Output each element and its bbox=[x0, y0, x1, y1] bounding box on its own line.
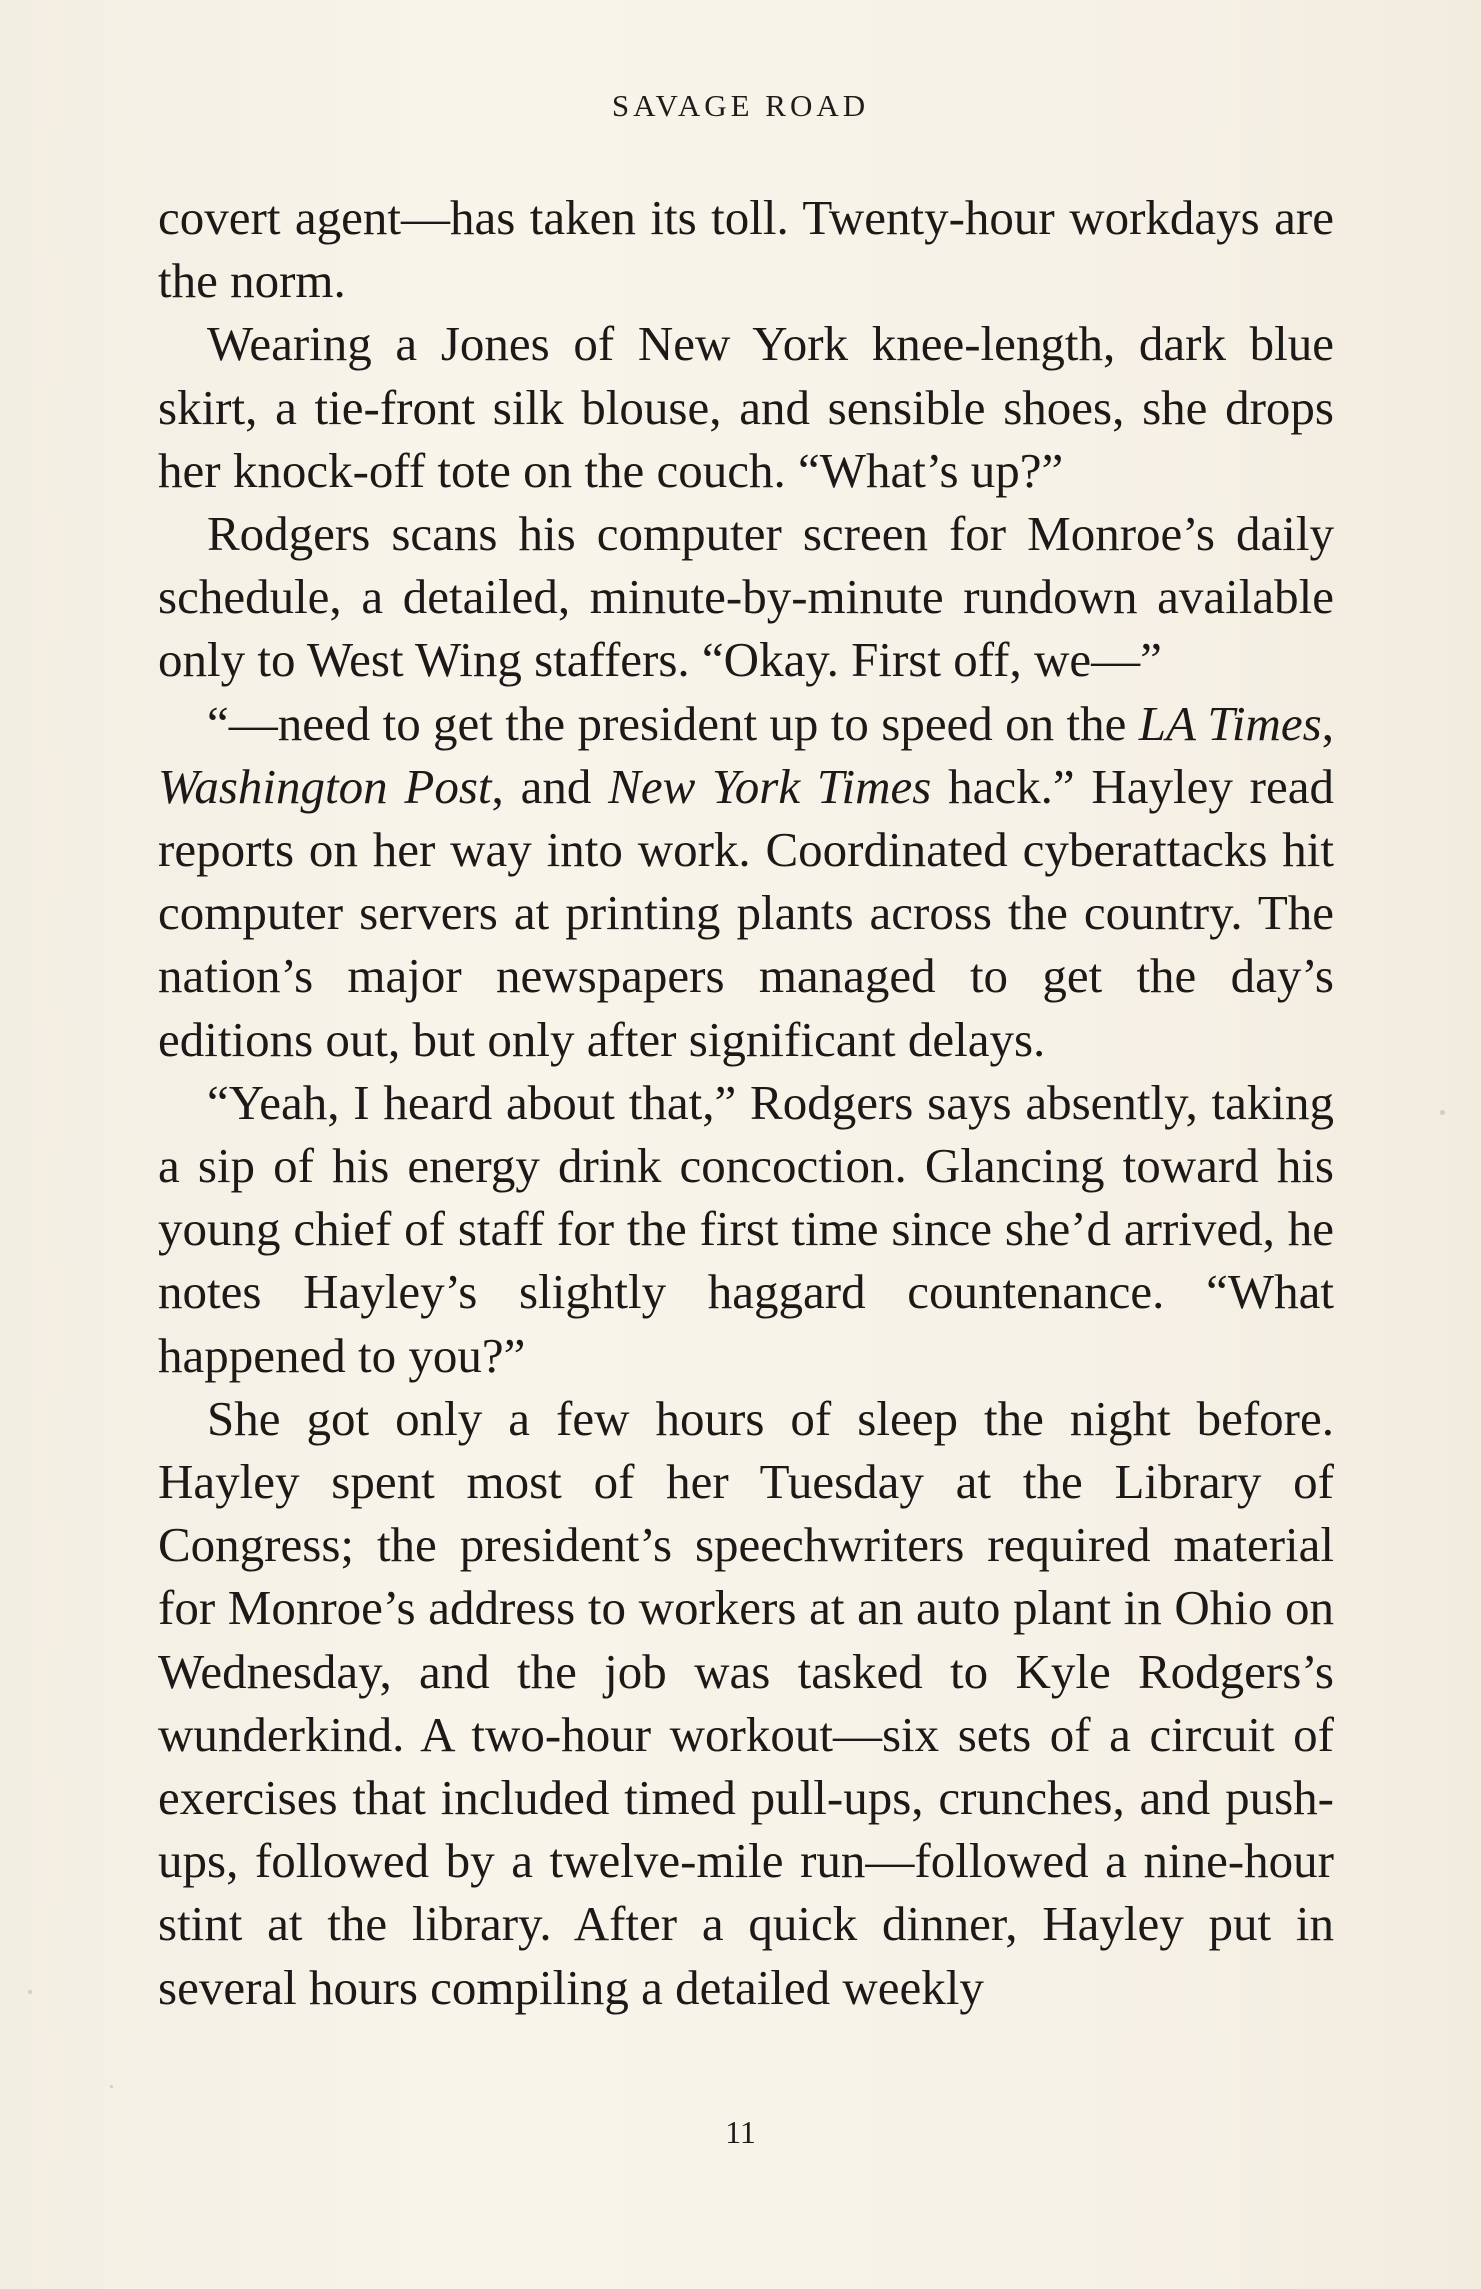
paragraph-4-italic-washington-post: Washington Post bbox=[158, 758, 492, 814]
paragraph-4 bbox=[158, 692, 1334, 1071]
paragraph-4-text-d: hack.” Hayley read reports on her way into work. Coordinated cyberattacks hit computer servers at printing plants across the country. The nation’s major newspapers managed to get the day’s editions out, but only after significant delays. bbox=[158, 758, 1335, 1067]
paragraph-4-text-a: “—need to get the president up to speed on the bbox=[207, 695, 1139, 751]
body-text bbox=[158, 186, 1334, 2019]
paragraph-4-text-b: , bbox=[1321, 695, 1334, 751]
paper-speck bbox=[110, 2085, 113, 2088]
paragraph-4-italic-la-times: LA Times bbox=[1138, 695, 1322, 751]
page-number: 11 bbox=[725, 2114, 756, 2150]
paragraph-6: She got only a few hours of sleep the night before. Hayley spent most of her Tuesday at the Library of Congress; the president’s speechwriters required material for Monroe’s address to workers at an auto plant in Ohio on Wednesday, and the job was tasked to Kyle Rodgers’s wunderkind. A two-hour workout—six sets of a circuit of exercises that included timed pull-ups, crunches, and push-ups, followed by a twelve-mile run—followed a nine-hour stint at the library. After a quick dinner, Hayley put in several hours compiling a detailed weekly bbox=[158, 1390, 1334, 2015]
paragraph-2: Wearing a Jones of New York knee-length, dark blue skirt, a tie-front silk blouse, and sensible shoes, she drops her knock-off tote on the couch. “What’s up?” bbox=[158, 316, 1334, 498]
paragraph-1: covert agent—has taken its toll. Twenty-hour workdays are the norm. bbox=[158, 190, 1334, 309]
paragraph-3: Rodgers scans his computer screen for Monroe’s daily schedule, a detailed, minute-by-minute rundown available only to West Wing staffers. “Okay. First off, we—” bbox=[158, 506, 1334, 688]
paragraph-4-text-c: , and bbox=[491, 758, 609, 814]
running-header: SAVAGE ROAD bbox=[611, 88, 870, 123]
paragraph-4-italic-new-york-times: New York Times bbox=[608, 758, 932, 814]
paragraph-5: “Yeah, I heard about that,” Rodgers says absently, taking a sip of his energy drink concoction. Glancing toward his young chief of staff for the first time since she’d arrived, he notes Hayley’s slightly haggard countenance. “What happened to you?” bbox=[158, 1074, 1334, 1383]
paper-speck bbox=[28, 1990, 32, 1994]
paper-speck bbox=[1440, 1110, 1445, 1115]
